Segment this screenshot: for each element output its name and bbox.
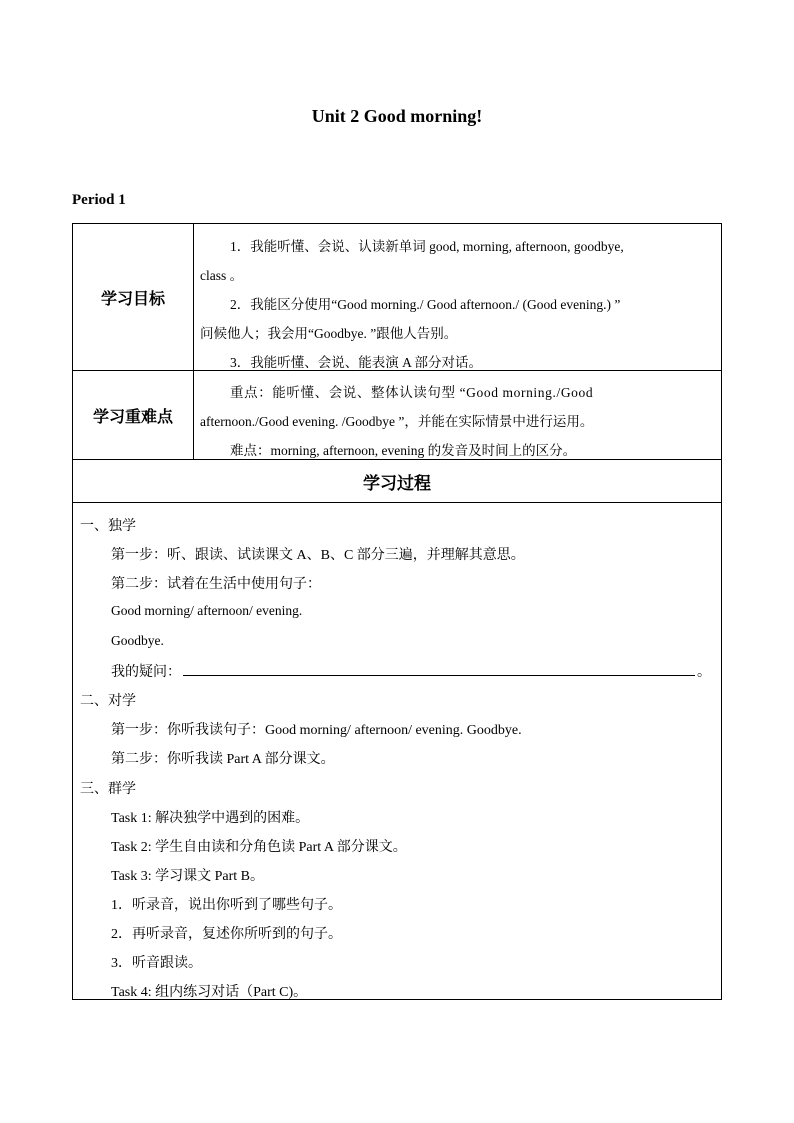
goals-content	[194, 224, 721, 370]
task-3-item-3: 3．听音跟读。	[111, 956, 202, 971]
step-1: 第一步：听、跟读、试读课文 A、B、C 部分三遍，并理解其意思。	[111, 548, 525, 563]
goals-line-5: 3．我能听懂、会说、能表演 A 部分对话。	[230, 355, 483, 370]
task-3-item-1: 1．听录音，说出你听到了哪些句子。	[111, 898, 342, 913]
process-heading: 学习过程	[363, 473, 431, 493]
task-4: Task 4: 组内练习对话（Part C)。	[111, 985, 308, 1000]
keypoints-line-3: 难点：morning, afternoon, evening 的发音及时间上的区分。	[230, 443, 577, 458]
task-2: Task 2: 学生自由读和分角色读 Part A 部分课文。	[111, 840, 407, 855]
section-pair: 二、对学	[80, 694, 136, 709]
section-independent: 一、独学	[80, 519, 136, 534]
keypoints-label: 学习重难点	[73, 371, 194, 459]
my-questions-blank[interactable]	[183, 664, 695, 676]
study-table	[72, 223, 722, 1000]
task-3: Task 3: 学习课文 Part B。	[111, 869, 265, 884]
my-questions-end: 。	[697, 665, 711, 680]
keypoints-row	[73, 371, 721, 460]
pair-step-1: 第一步：你听我读句子：Good morning/ afternoon/ evening. Goodbye.	[111, 723, 522, 738]
task-1: Task 1: 解决独学中遇到的困难。	[111, 811, 310, 826]
section-group: 三、群学	[80, 782, 136, 797]
goals-line-2: class 。	[200, 268, 244, 283]
page-title: Unit 2 Good morning!	[311, 106, 483, 126]
keypoints-line-1: 重点：能听懂、会说、整体认读句型 “Good morning./Good	[230, 385, 594, 400]
keypoints-line-2: afternoon./Good evening. /Goodbye ”，并能在实际情景中进行运用。	[200, 414, 594, 429]
goals-label: 学习目标	[73, 224, 194, 370]
pair-step-2: 第二步：你听我读 Part A 部分课文。	[111, 752, 335, 767]
goals-line-1: 1．我能听懂、会说、认读新单词 good, morning, afternoon, goodbye,	[230, 239, 624, 254]
keypoints-content	[194, 371, 721, 459]
example-goodbye: Goodbye.	[111, 633, 164, 648]
step-2: 第二步：试着在生活中使用句子：	[111, 577, 321, 592]
goals-row	[73, 224, 721, 371]
my-questions-line	[111, 661, 711, 681]
process-heading-row	[73, 460, 721, 503]
process-body	[73, 503, 721, 999]
task-3-item-2: 2．再听录音，复述你所听到的句子。	[111, 927, 342, 942]
goals-line-4: 问候他人；我会用“Goodbye. ”跟他人告别。	[200, 326, 458, 341]
my-questions-label: 我的疑问：	[111, 665, 181, 680]
example-greetings: Good morning/ afternoon/ evening.	[111, 603, 303, 618]
period-heading: Period 1	[72, 192, 126, 208]
goals-line-3: 2．我能区分使用“Good morning./ Good afternoon./ (Good evening.) ”	[230, 297, 621, 312]
